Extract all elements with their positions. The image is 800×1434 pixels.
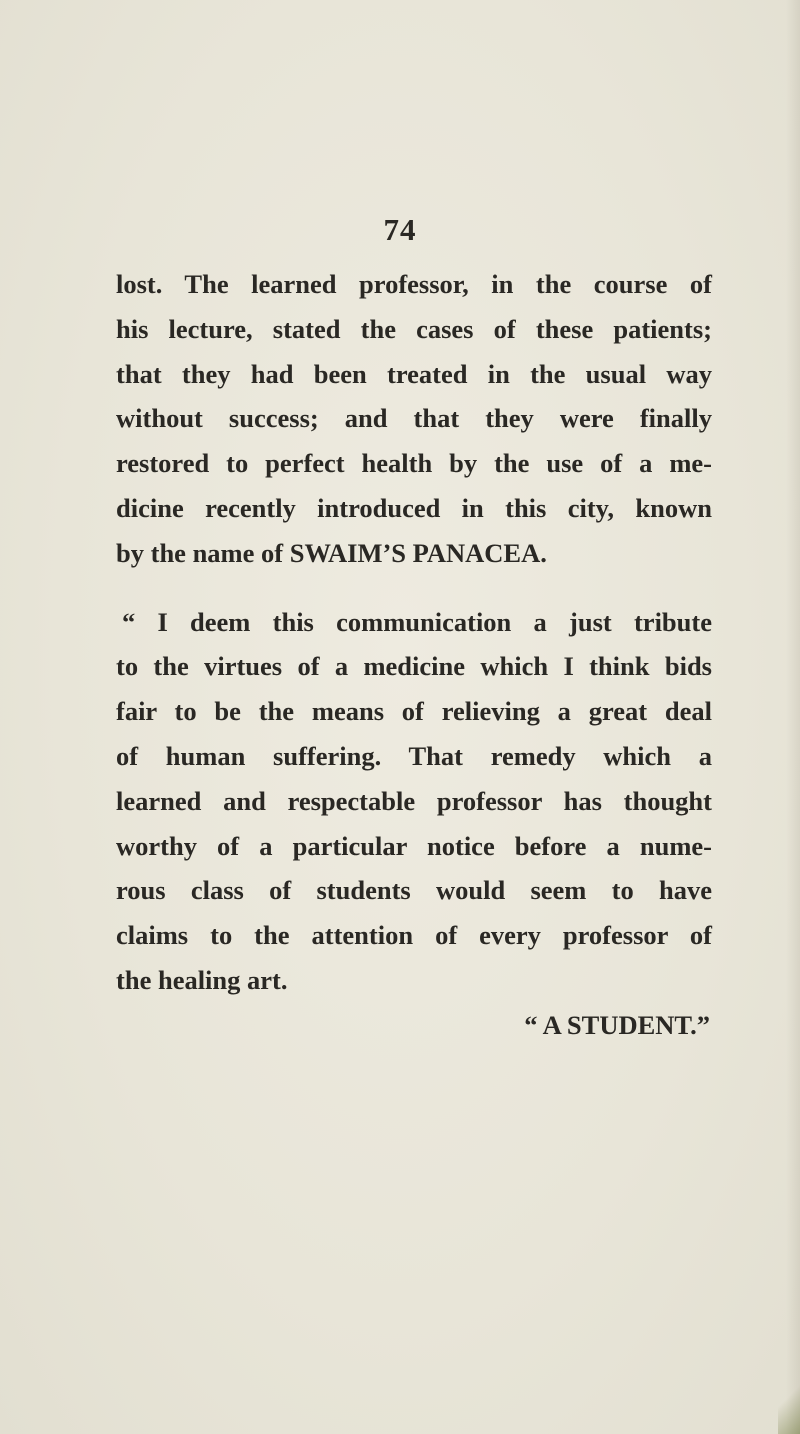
- text-line: without success; and that they were finally: [116, 403, 712, 434]
- text-line: fair to be the means of relieving a great deal: [116, 696, 712, 727]
- text-line: “ I deem this communication a just tribute: [122, 606, 712, 637]
- text-line: the healing art.: [116, 964, 288, 995]
- text-line: rous class of students would seem to have: [116, 875, 712, 906]
- page-corner-stain: [778, 1374, 800, 1434]
- text-line: dicine recently introduced in this city, known: [116, 492, 712, 523]
- page-number: 74: [383, 212, 417, 247]
- paragraph-1: [116, 262, 712, 576]
- text-line: restored to perfect health by the use of a me-: [116, 448, 712, 479]
- text-line: claims to the attention of every professor of: [116, 920, 712, 951]
- body-text: [116, 262, 712, 1048]
- paragraph-gap: [116, 576, 712, 600]
- text-line: his lecture, stated the cases of these patients;: [116, 313, 712, 344]
- signature: “ A STUDENT.”: [524, 1009, 710, 1040]
- text-line: by the name of SWAIM’S PANACEA.: [116, 537, 547, 568]
- text-line: lost. The learned professor, in the course of: [116, 269, 712, 299]
- text-line: of human suffering. That remedy which a: [116, 740, 712, 771]
- paragraph-2: [116, 600, 712, 1003]
- text-line: that they had been treated in the usual way: [116, 358, 712, 389]
- text-line: learned and respectable professor has thought: [116, 785, 712, 816]
- text-line: worthy of a particular notice before a nume-: [116, 830, 712, 861]
- text-line: to the virtues of a medicine which I think bids: [116, 651, 712, 682]
